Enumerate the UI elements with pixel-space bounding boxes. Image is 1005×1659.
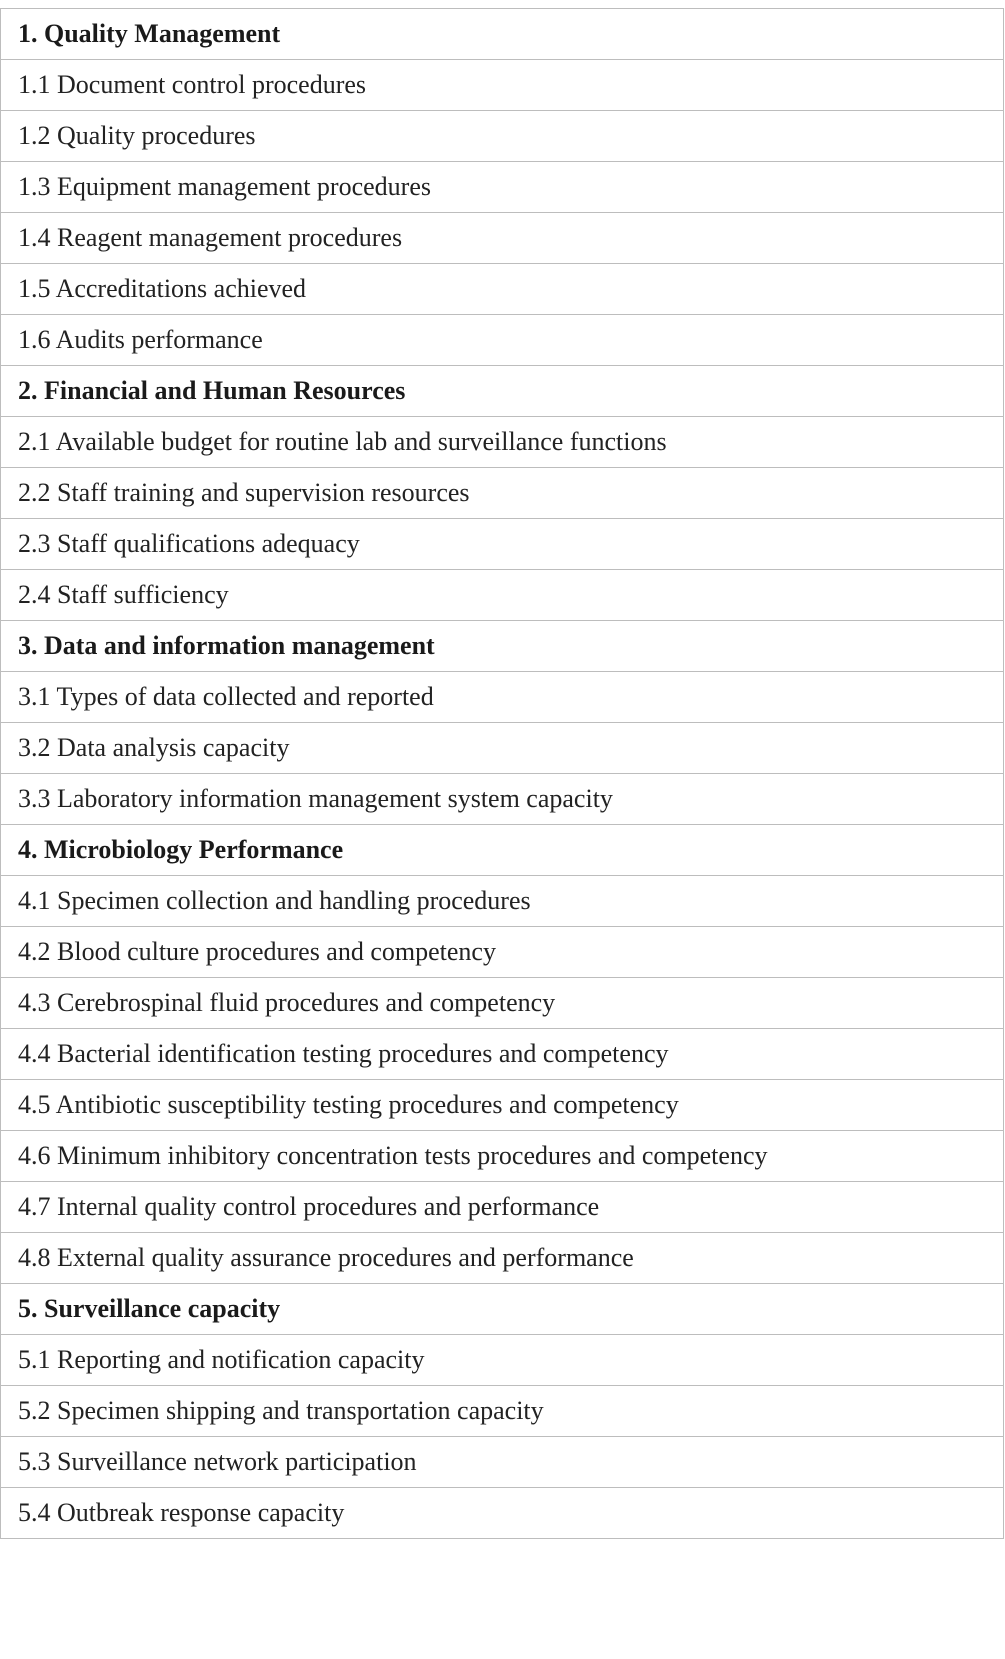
table-cell: 2.4 Staff sufficiency: [1, 570, 1004, 621]
table-cell: 4.8 External quality assurance procedures and performance: [1, 1233, 1004, 1284]
table-row: [1, 1080, 1004, 1131]
section-header-row: [1, 366, 1004, 417]
table-row: [1, 417, 1004, 468]
table-row: [1, 978, 1004, 1029]
table-cell: 3.1 Types of data collected and reported: [1, 672, 1004, 723]
table-cell: 1.4 Reagent management procedures: [1, 213, 1004, 264]
table-cell: 3.3 Laboratory information management system capacity: [1, 774, 1004, 825]
table-row: [1, 468, 1004, 519]
table-row: [1, 927, 1004, 978]
table-cell: 5.1 Reporting and notification capacity: [1, 1335, 1004, 1386]
table-cell: 2.2 Staff training and supervision resources: [1, 468, 1004, 519]
table-cell: 5.4 Outbreak response capacity: [1, 1488, 1004, 1539]
table-row: [1, 1029, 1004, 1080]
table-cell: 2.3 Staff qualifications adequacy: [1, 519, 1004, 570]
table-row: [1, 774, 1004, 825]
table-cell: 1.1 Document control procedures: [1, 60, 1004, 111]
table-cell: 1.6 Audits performance: [1, 315, 1004, 366]
table-cell: 1.3 Equipment management procedures: [1, 162, 1004, 213]
table-cell: 1.2 Quality procedures: [1, 111, 1004, 162]
table-cell: 4.6 Minimum inhibitory concentration tests procedures and competency: [1, 1131, 1004, 1182]
table-row: [1, 1233, 1004, 1284]
table-row: [1, 1335, 1004, 1386]
section-header-cell: 3. Data and information management: [1, 621, 1004, 672]
section-header-row: [1, 9, 1004, 60]
table-row: [1, 1131, 1004, 1182]
table-row: [1, 264, 1004, 315]
table-cell: 3.2 Data analysis capacity: [1, 723, 1004, 774]
table-cell: 4.3 Cerebrospinal fluid procedures and competency: [1, 978, 1004, 1029]
table-cell: 5.3 Surveillance network participation: [1, 1437, 1004, 1488]
table-cell: 1.5 Accreditations achieved: [1, 264, 1004, 315]
table-cell: 4.7 Internal quality control procedures and performance: [1, 1182, 1004, 1233]
table-cell: 4.2 Blood culture procedures and competency: [1, 927, 1004, 978]
table-cell: 5.2 Specimen shipping and transportation capacity: [1, 1386, 1004, 1437]
section-header-row: [1, 1284, 1004, 1335]
section-header-cell: 2. Financial and Human Resources: [1, 366, 1004, 417]
table-row: [1, 1182, 1004, 1233]
table-row: [1, 876, 1004, 927]
table-cell: 4.1 Specimen collection and handling procedures: [1, 876, 1004, 927]
table-row: [1, 315, 1004, 366]
table-cell: 4.5 Antibiotic susceptibility testing procedures and competency: [1, 1080, 1004, 1131]
table-row: [1, 60, 1004, 111]
assessment-table: [0, 8, 1004, 1539]
table-row: [1, 1386, 1004, 1437]
assessment-table-body: [1, 9, 1004, 1539]
table-row: [1, 111, 1004, 162]
table-row: [1, 162, 1004, 213]
table-row: [1, 1437, 1004, 1488]
section-header-row: [1, 621, 1004, 672]
section-header-cell: 4. Microbiology Performance: [1, 825, 1004, 876]
table-row: [1, 723, 1004, 774]
table-row: [1, 519, 1004, 570]
section-header-cell: 5. Surveillance capacity: [1, 1284, 1004, 1335]
table-cell: 4.4 Bacterial identification testing procedures and competency: [1, 1029, 1004, 1080]
table-row: [1, 672, 1004, 723]
section-header-row: [1, 825, 1004, 876]
table-row: [1, 1488, 1004, 1539]
table-row: [1, 213, 1004, 264]
assessment-table-container: [0, 8, 1004, 1539]
table-row: [1, 570, 1004, 621]
section-header-cell: 1. Quality Management: [1, 9, 1004, 60]
table-cell: 2.1 Available budget for routine lab and surveillance functions: [1, 417, 1004, 468]
